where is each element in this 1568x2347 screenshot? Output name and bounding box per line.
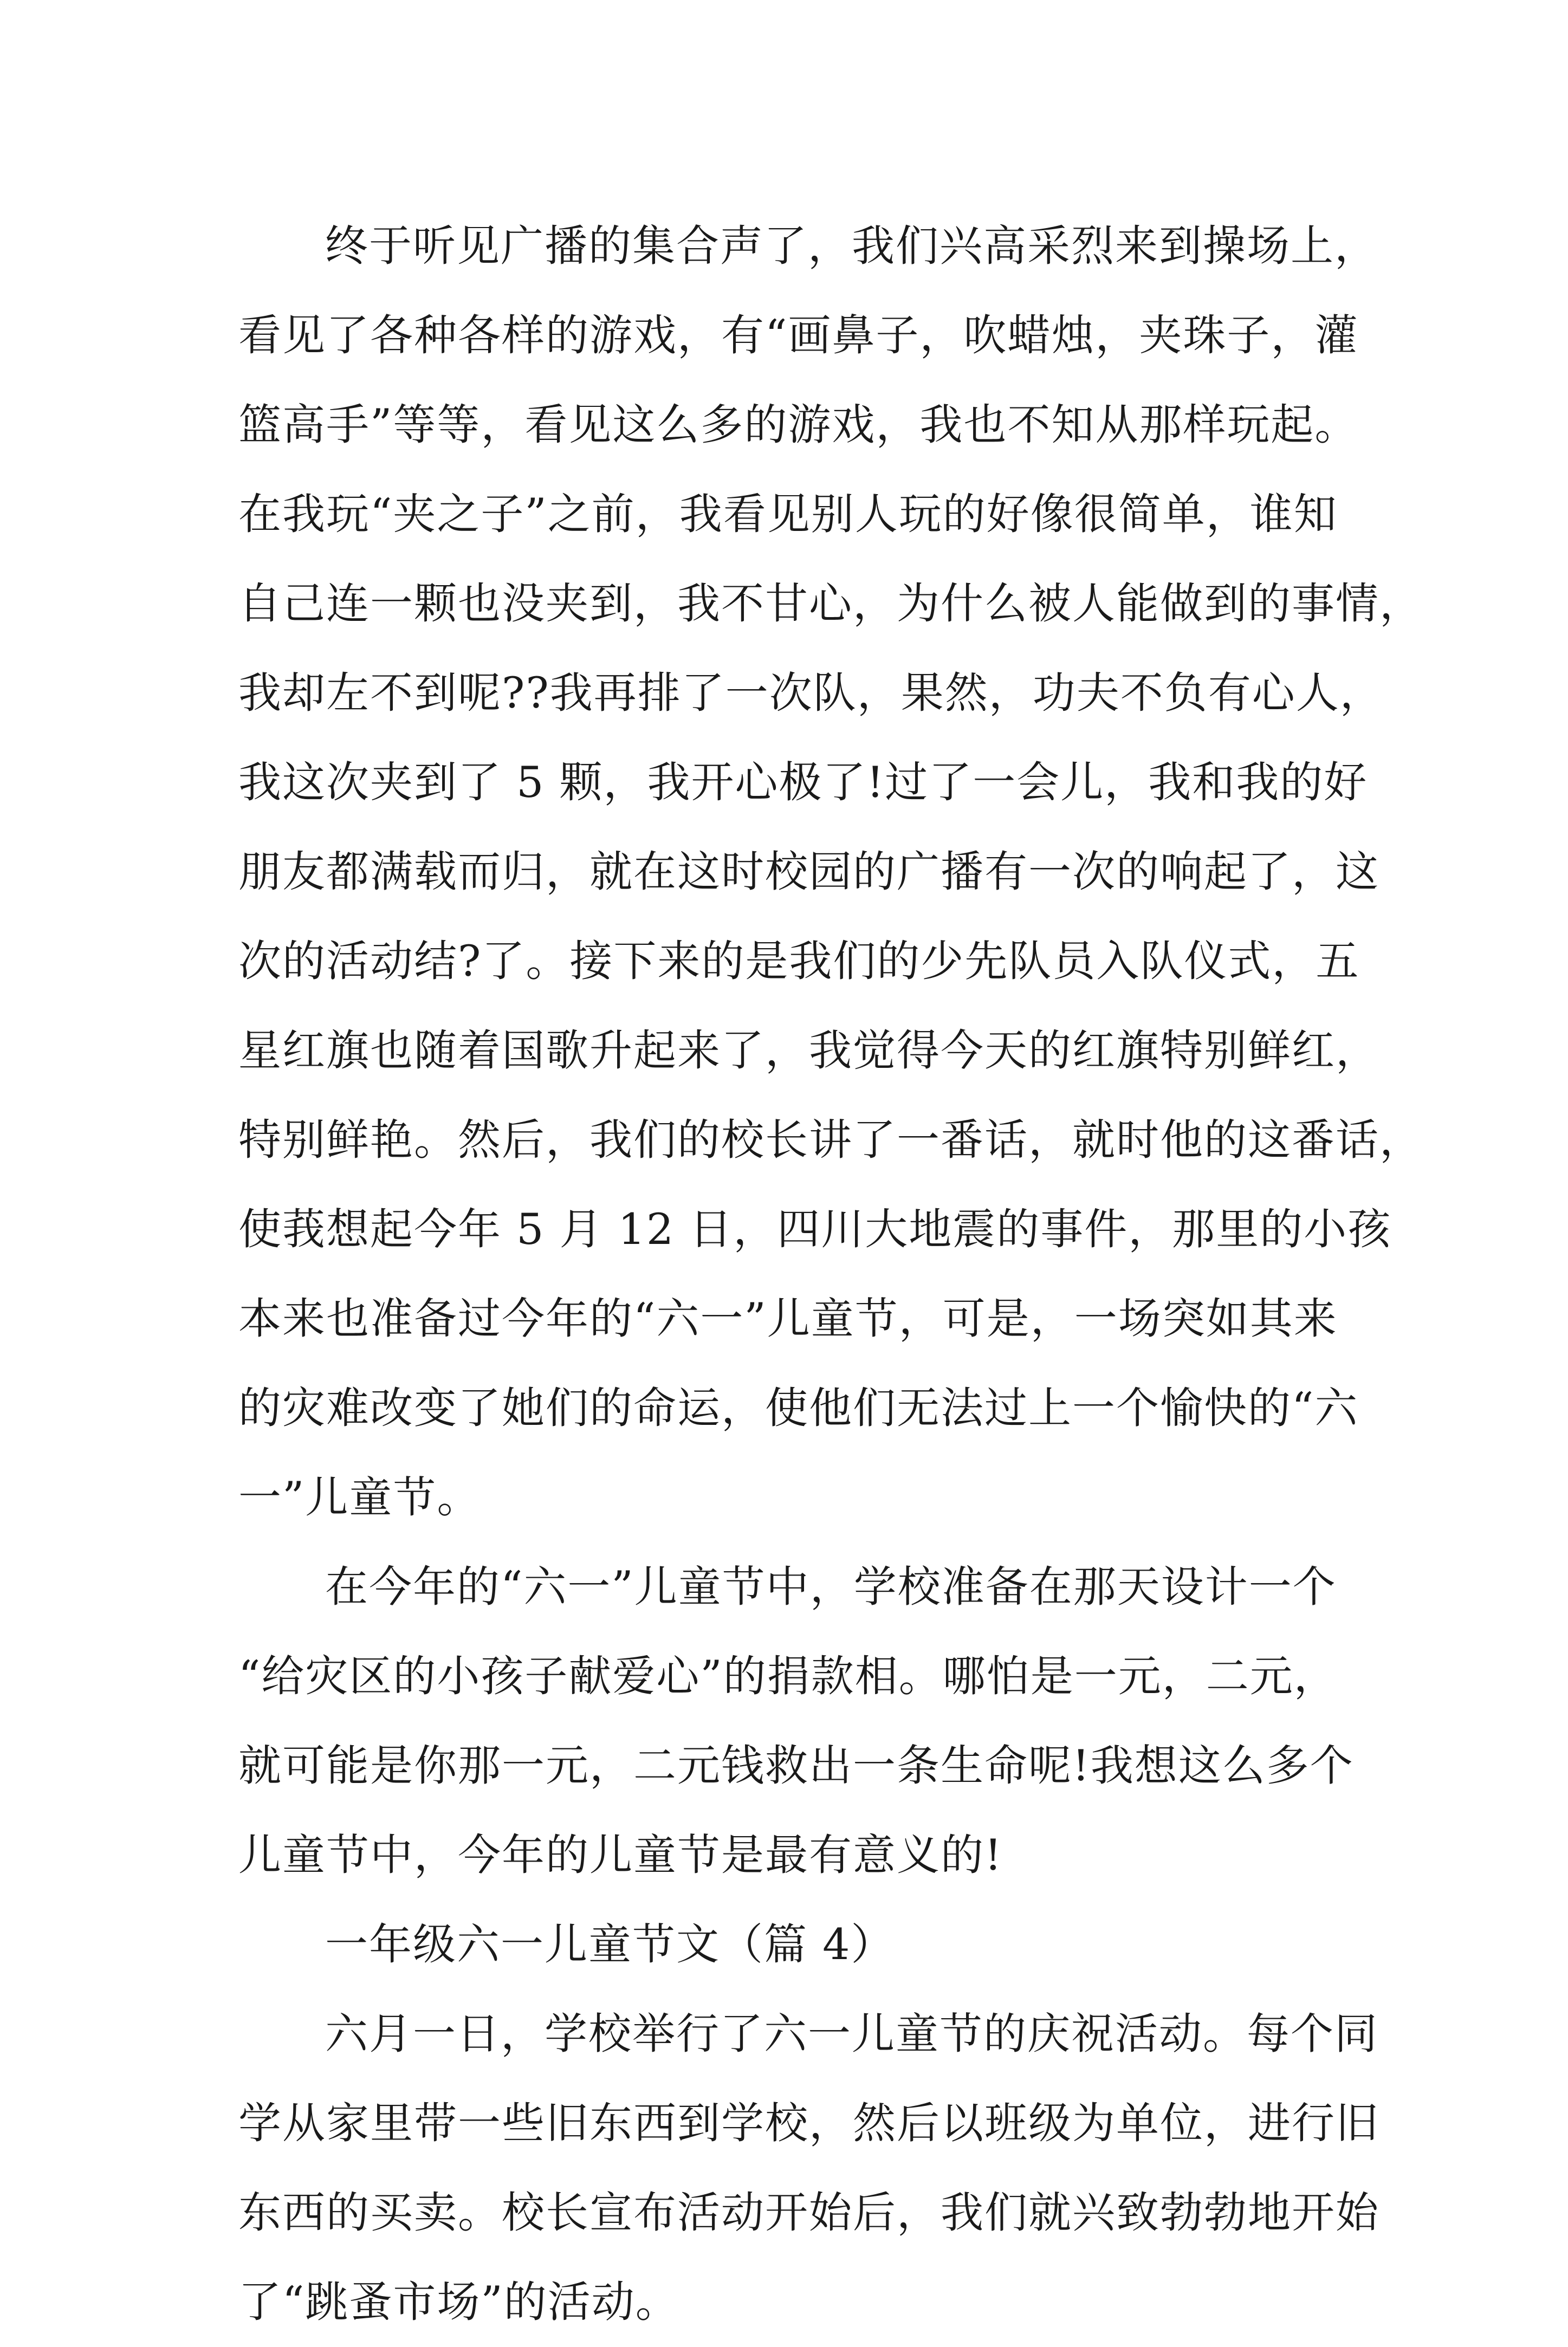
text-line: 次的活动结?了。接下来的是我们的少先队员入队仪式，五	[238, 936, 1360, 986]
text-line: 我这次夹到了 5 颗，我开心极了!过了一会儿，我和我的好	[238, 757, 1368, 807]
text-line: 的灾难改变了她们的命运，使他们无法过上一个愉快的“六	[238, 1383, 1359, 1433]
text-line: 就可能是你那一元，二元钱救出一条生命呢!我想这么多个	[238, 1741, 1354, 1791]
text-line: 一年级六一儿童节文（篇 4）	[325, 1920, 895, 1969]
text-line: 特别鲜艳。然后，我们的校长讲了一番话，就时他的这番话，	[238, 1115, 1423, 1165]
text-line: 我却左不到呢??我再排了一次队，果然，功夫不负有心人，	[238, 668, 1384, 718]
text-line: 篮高手”等等，看见这么多的游戏，我也不知从那样玩起。	[238, 400, 1359, 450]
text-line: 东西的买卖。校长宣布活动开始后，我们就兴致勃勃地开始	[238, 2188, 1379, 2238]
body-text	[238, 202, 1423, 2347]
text-line: 一”儿童节。	[238, 1473, 481, 1522]
text-line: 使莪想起今年 5 月 12 日，四川大地震的事件，那里的小孩	[238, 1204, 1392, 1254]
text-line: 自己连一颗也没夹到，我不甘心，为什么被人能做到的事情，	[238, 579, 1423, 628]
text-line: 学从家里带一些旧东西到学校，然后以班级为单位，进行旧	[238, 2098, 1379, 2148]
text-line: “给灾区的小孩子献爱心”的捐款相。哪怕是一元，二元，	[238, 1651, 1338, 1701]
text-line: 朋友都满载而归，就在这时校园的广播有一次的响起了，这	[238, 847, 1379, 897]
text-line: 终于听见广播的集合声了，我们兴高采烈来到操场上，	[325, 221, 1378, 271]
text-line: 在我玩“夹之子”之前，我看见别人玩的好像很简单，谁知	[238, 489, 1338, 539]
text-line: 儿童节中，今年的儿童节是最有意义的!	[238, 1830, 1003, 1880]
text-line: 在今年的“六一”儿童节中，学校准备在那天设计一个	[325, 1562, 1337, 1612]
text-line: 六月一日，学校举行了六一儿童节的庆祝活动。每个同	[325, 2009, 1378, 2059]
text-line: 本来也准备过今年的“六一”儿童节，可是，一场突如其来	[238, 1294, 1338, 1344]
text-line: 看见了各种各样的游戏，有“画鼻子，吹蜡烛，夹珠子，灌	[238, 310, 1359, 360]
text-line: 了“跳蚤市场”的活动。	[238, 2277, 679, 2327]
text-line: 星红旗也随着国歌升起来了，我觉得今天的红旗特别鲜红，	[238, 1026, 1379, 1075]
